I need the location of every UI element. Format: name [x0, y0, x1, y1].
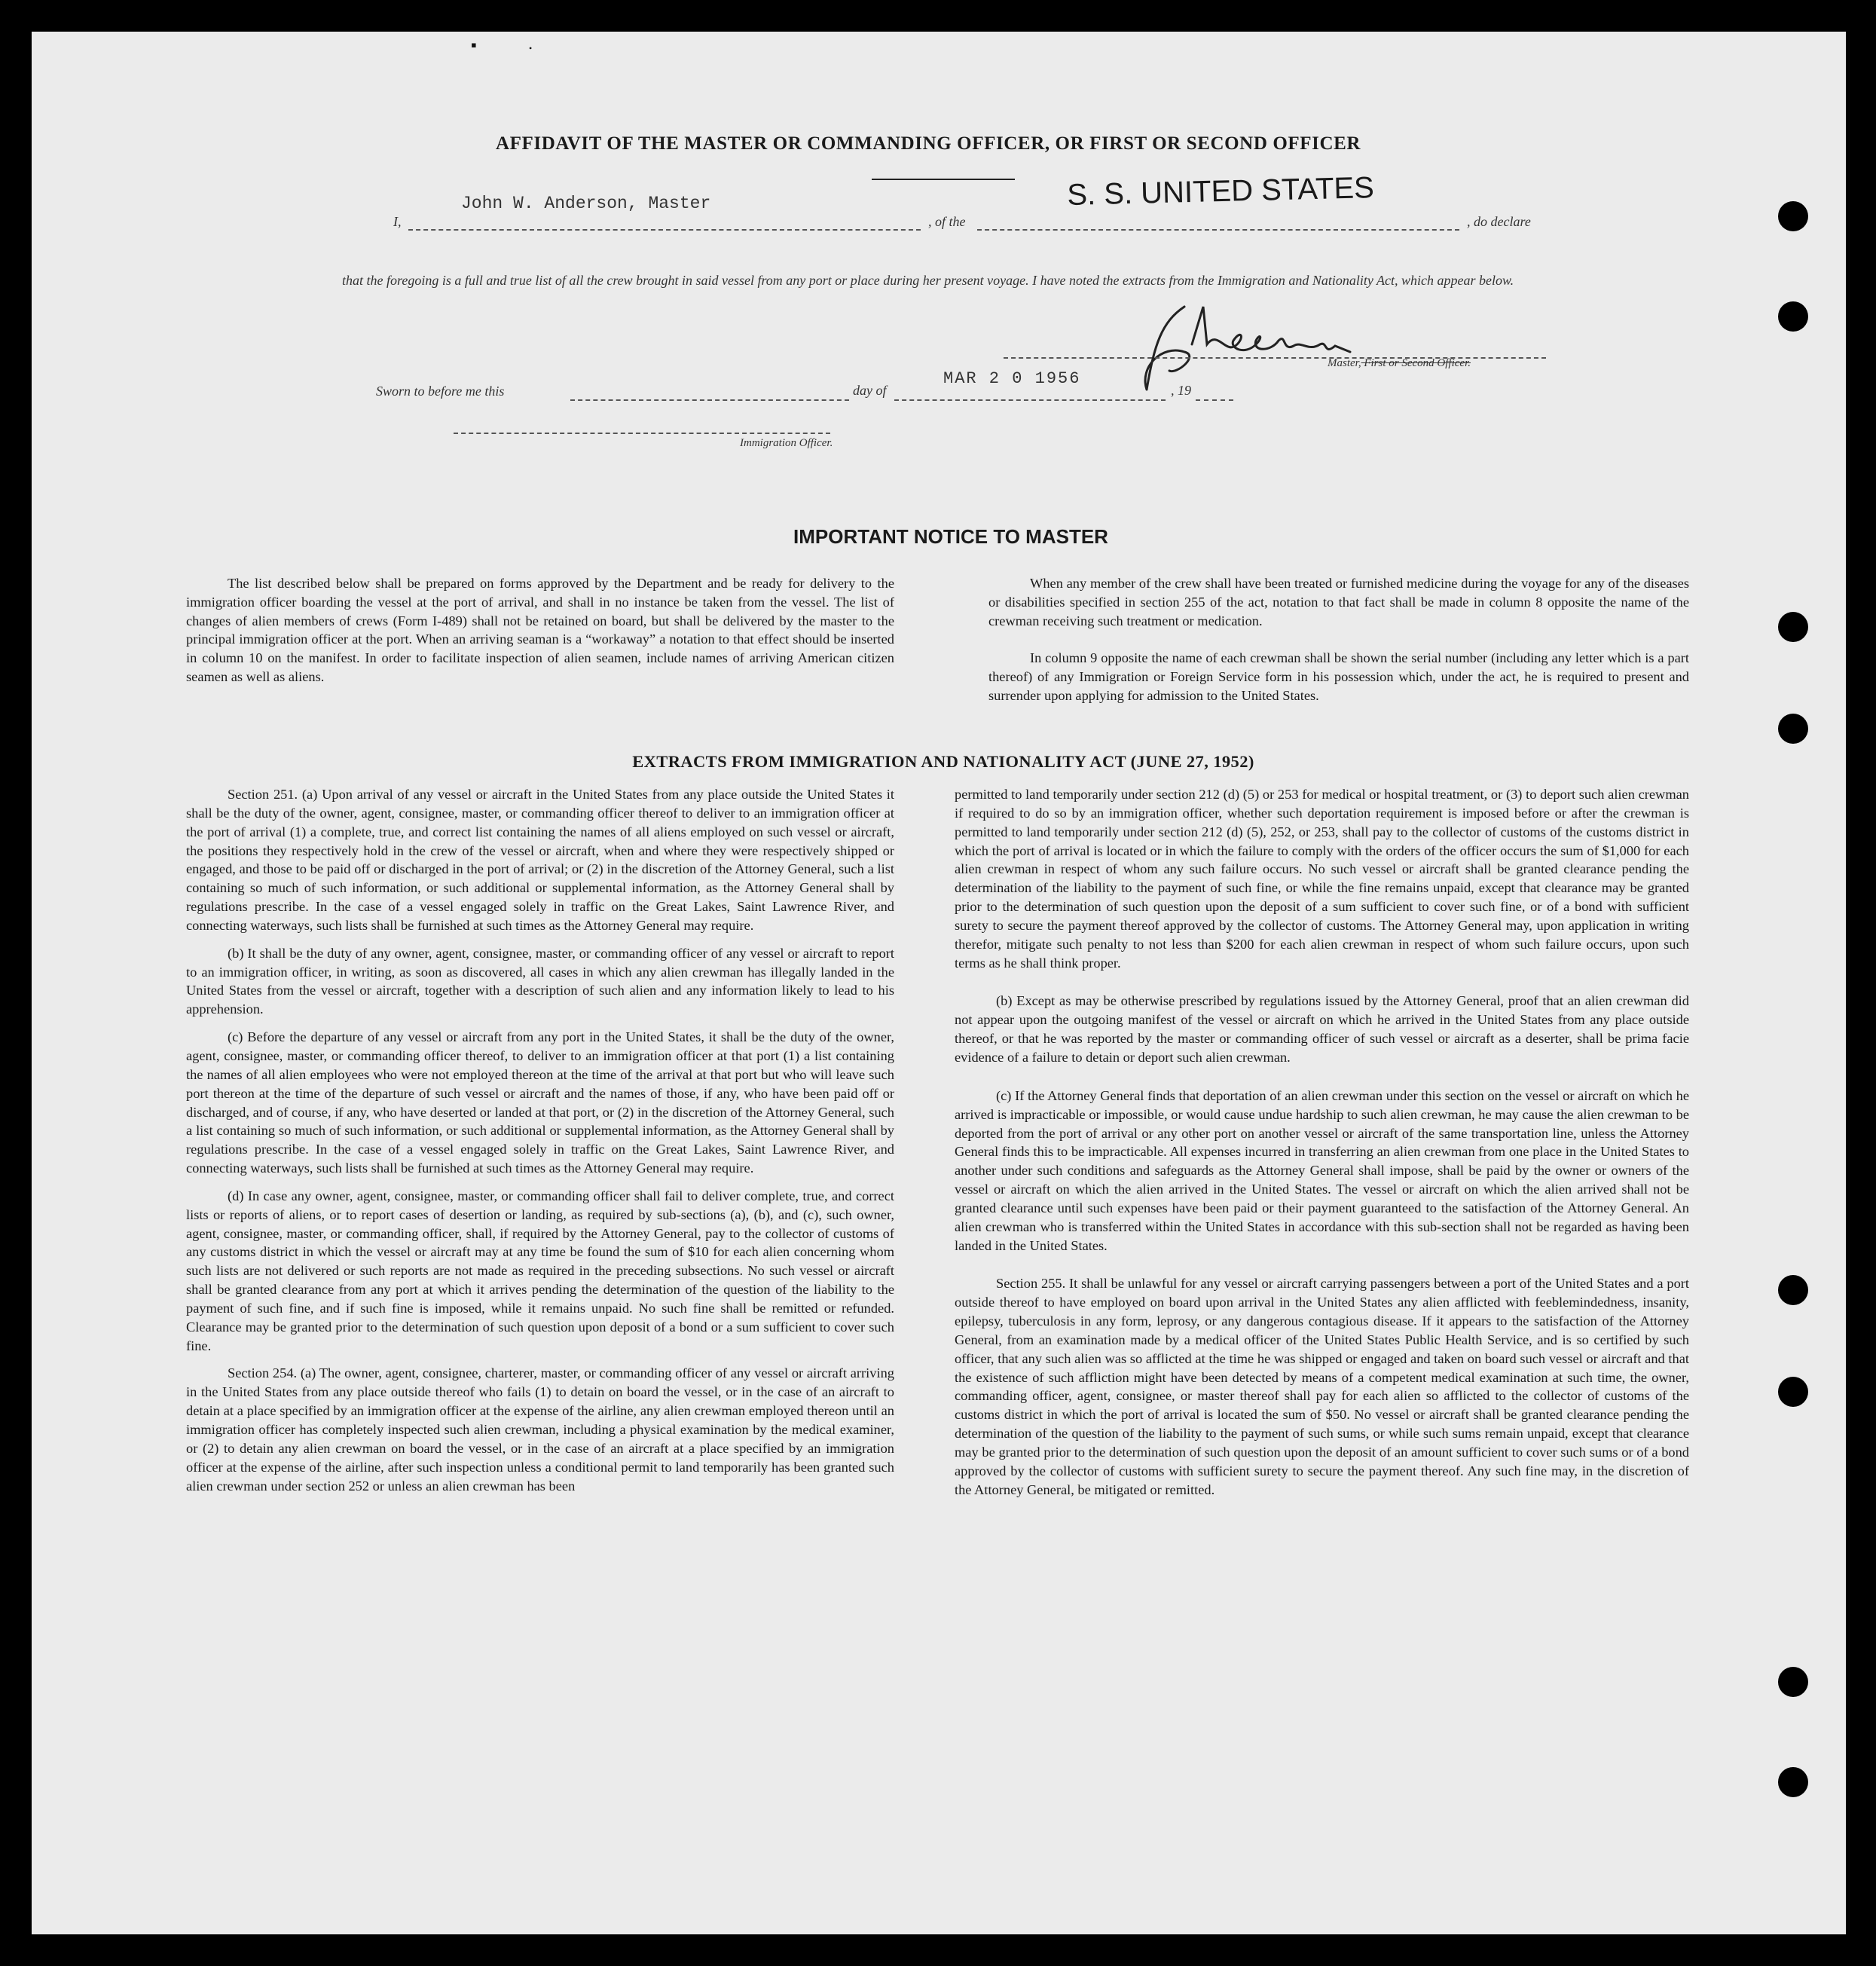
section-251-b: (b) It shall be the duty of any owner, agent, consignee, master, or commanding officer of any vessel or aircraft to report to an immigration officer, in writing, as soon as discovered, all cases in which any alien crewman has illegally landed in the United States from the vessel or aircraft, together with a description of such alien and any information likely to lead to his apprehension.: [186, 945, 894, 1017]
officer-caption: Immigration Officer.: [740, 437, 833, 449]
document-page: [32, 32, 1846, 1934]
date-stamp: MAR 2 0 1956: [943, 369, 1081, 388]
section-251-a: Section 251. (a) Upon arrival of any vessel or aircraft in the United States from any place outside the United States it shall be the duty of the owner, agent, consignee, master, or commanding officer thereof to deliver to an immigration officer at the port of arrival (1) a complete, true, and correct list containing the names of all aliens employed on such vessel or aircraft, the positions they respectively hold in the crew of the vessel or aircraft, when and where they were respectively shipped or engaged, and those to be paid off or discharged in the port of arrival; or (2) in the discretion of the Attorney General, such a list containing so much of such information, or such additional or supplemental information, as the Attorney General shall by regulations prescribe. In the case of a vessel engaged solely in traffic on the Great Lakes, Saint Lawrence River, and connecting waterways, such lists shall be furnished at such times as the Attorney General may require.: [186, 787, 894, 933]
of-the-label: , of the: [928, 214, 966, 229]
section-255: Section 255. It shall be unlawful for any vessel or aircraft carrying passengers between a port of the United States and a port outside thereof to have employed on board upon arrival in the United States any alien afflicted with feeblemindedness, insanity, epilepsy, tuberculosis in any form, leprosy, or any dangerous contagious disease. If it appears to the satisfaction of the Attorney General, from an examination made by a medical officer of the United States Public Health Service, and is so certified by such officer, that any such alien was so afflicted at the time he was shipped or engaged and taken on board such vessel or aircraft and that the existence of such affliction might have been detected by means of a competent medical examination at such time, the owner, commanding officer, agent, consignee, or master thereof shall pay for each alien so afflicted to the collector of customs of the customs district in which the port of arrival is located the sum of $50. No vessel or aircraft shall be granted clearance pending the determination of the question of the liability to the payment of such sums, or while such sums remain unpaid, except that clearance may be granted prior to the determination of such question upon the deposit of an amount sufficient to cover such sums or of a bond approved by the collector of customs with sufficient surety to secure the payment thereof. Any such fine may, in the discretion of the Attorney General, be mitigated or remitted.: [955, 1276, 1689, 1497]
extracts-right-column: [955, 785, 1689, 1500]
title-rule: [872, 179, 1015, 180]
section-254-a: Section 254. (a) The owner, agent, consignee, charterer, master, or commanding officer of any vessel or aircraft arriving in the United States from any place outside thereof who fails (1) to detain on board the vessel, or in the case of an aircraft to detain at a place specified by an immigration officer at the expense of the airline, any alien crewman employed thereon until an immigration officer has completely inspected such alien crewman, including a physical examination by the medical examiner, or (2) to detain any alien crewman on board the vessel, or in the case of an aircraft at a place specified by an immigration officer at the expense of the airline, after such inspection unless a conditional permit to land temporarily has been granted such alien crewman under section 252 or unless an alien crewman has been: [186, 1365, 894, 1494]
month-line: [894, 399, 1166, 401]
master-signature: [1132, 299, 1358, 397]
declaration-text: that the foregoing is a full and true list of all the crew brought in said vessel from any port or place during her present voyage. I have noted the extracts from the Immigration and Nationality Act, which appear below.: [342, 273, 1514, 288]
punch-hole: [1778, 1377, 1808, 1407]
year-label: , 19: [1171, 383, 1191, 398]
day-of-label: day of: [853, 383, 887, 398]
punch-hole: [1778, 301, 1808, 332]
extracts-title: EXTRACTS FROM IMMIGRATION AND NATIONALITY ACT (JUNE 27, 1952): [632, 752, 1254, 771]
notice-right-paragraph: In column 9 opposite the name of each crewman shall be shown the serial number (including any letter which is a part thereof) of any Immigration or Foreign Service form in his possession which, under the act, he is required to present and surrender upon applying for admission to the United States.: [988, 650, 1689, 703]
section-254-c: (c) If the Attorney General finds that deportation of an alien crewman under this section on the vessel or aircraft on which he arrived is impracticable or impossible, or would cause undue hardship to such alien crewman, he may cause the alien crewman to be deported from the port of arrival or any other port on another vessel or aircraft of the same transportation line, unless the Attorney General finds this to be impracticable. All expenses incurred in transferring an alien crewman from one place in the United States to another under such conditions and safeguards as the Attorney General shall impose, shall be paid by the owner or owners of the vessel or aircraft on which the alien arrived in the United States. The vessel or aircraft on which the alien arrived shall not be granted clearance until such expenses have been paid or their payment guaranteed to the satisfaction of the Attorney General. An alien crewman who is transferred within the United States in accordance with this sub-section shall not be regarded as having been landed in the United States.: [955, 1087, 1689, 1253]
officer-line: [454, 433, 830, 434]
signature-caption: Master, First or Second Officer.: [1328, 357, 1471, 369]
section-251-d: (d) In case any owner, agent, consignee, master, or commanding officer shall fail to deliver complete, true, and correct lists or reports of aliens, or to report cases of desertion or landing, as required by sub-sections (a), (b), and (c), such owner, agent, consignee, master, or commanding officer, shall, if required by the Attorney General, pay to the collector of customs of any customs district in which the vessel or aircraft may at any time be found the sum of $10 for each alien concerning whom such lists are not delivered or such reports are not made as required in the preceding subsections. No such vessel or aircraft shall be granted clearance from any port at which it arrives pending the determination of the question of the liability to the payment of such fine, and if such fine is imposed, while it remains unpaid. No such fine shall be remitted or refunded. Clearance may be granted prior to the determination of such question upon deposit of a bond or a sum sufficient to cover such fine.: [186, 1188, 894, 1353]
punch-hole: [1778, 714, 1808, 744]
notice-title: IMPORTANT NOTICE TO MASTER: [793, 525, 1108, 548]
vessel-line: [977, 229, 1459, 231]
declarant-label: I,: [393, 214, 402, 229]
section-254-b: (b) Except as may be otherwise prescribed by regulations issued by the Attorney General, proof that an alien crewman did not appear upon the outgoing manifest of the vessel or aircraft on which he arrived in the United States from any place outside thereof, or that he was reported by the master or commanding officer of such vessel or aircraft as a deserter, shall be prima facie evidence of a failure to detain or deport such alien crewman.: [955, 993, 1689, 1065]
scan-speck: ▪: [471, 35, 477, 54]
master-name: John W. Anderson, Master: [461, 194, 711, 213]
section-254-a-continued: permitted to land temporarily under section 212 (d) (5) or 253 for medical or hospital treatment, or (3) to deport such alien crewman if required to do so by an immigration officer, whether such deportation requirement is imposed before or after the crewman is permitted to land temporarily under section 212 (d) (5), 252, or 253, shall pay to the collector of customs of the customs district in which the port of arrival is located or in which the failure to comply with the orders of the officer occurs the sum of $1,000 for each alien crewman in respect of whom any such failure occurs. No such vessel or aircraft shall be granted clearance pending the determination of the liability to the payment of such fine, or while the fine remains unpaid, except that clearance may be granted prior to the determination of such question upon the deposit of a sum sufficient to cover such fine, or of a bond with sufficient surety to secure the payment thereof approved by the collector of customs. The Attorney General may, upon application in writing therefor, mitigate such penalty to not less than $200 for each alien crewman in respect of whom such failure occurs, upon such terms as he shall think proper.: [955, 787, 1689, 971]
punch-hole: [1778, 612, 1808, 642]
punch-hole: [1778, 1667, 1808, 1697]
sworn-label: Sworn to before me this: [376, 384, 505, 399]
section-251-c: (c) Before the departure of any vessel or aircraft from any port in the United States, it shall be the duty of the owner, agent, consignee, master, or commanding officer thereof, to deliver to an immigration officer at that port (1) a list containing the names of all alien employees who were not employed thereon at the time of the arrival at that port but who will leave such port thereon at the time of the departure of such vessel or aircraft and the names of those, if any, who have been paid off or discharged, and of course, if any, who have deserted or landed at that port, or (2) in the discretion of the Attorney General, such a list containing so much of such information, or such additional or supplemental information, as the Attorney General shall by regulations prescribe. In the case of a vessel engaged solely in traffic on the Great Lakes, Saint Lawrence River, and connecting waterways, such lists shall be furnished at such times as the Attorney General may require.: [186, 1029, 894, 1176]
year-line: [1196, 399, 1233, 401]
vessel-name-stamp: S. S. UNITED STATES: [1066, 171, 1375, 212]
notice-right-paragraph: When any member of the crew shall have been treated or furnished medicine during the voyage for any of the diseases or disabilities specified in section 255 of the act, notation to that fact shall be made in column 8 opposite the name of the crewman receiving such treatment or medication.: [988, 576, 1689, 628]
punch-hole: [1778, 1767, 1808, 1797]
name-line: [408, 229, 921, 231]
scan-speck: •: [529, 43, 533, 54]
punch-hole: [1778, 201, 1808, 231]
do-declare-label: , do declare: [1467, 214, 1531, 229]
notice-left-paragraph: The list described below shall be prepared on forms approved by the Department and be ready for delivery to the immigration officer boarding the vessel at the port of arrival, and shall in no instance be taken from the vessel. The list of changes of alien members of crews (Form I-489) shall not be retained on board, but shall be delivered by the master to the principal immigration officer at the port. When an arriving seaman is a “workaway” a notation to that effect should be inserted in column 10 on the manifest. In order to facilitate inspection of alien seamen, include names of arriving American citizen seamen as well as aliens.: [186, 576, 894, 684]
punch-hole: [1778, 1275, 1808, 1305]
day-line: [570, 399, 849, 401]
extracts-left-column: [186, 785, 894, 1495]
affidavit-title: AFFIDAVIT OF THE MASTER OR COMMANDING OFFICER, OR FIRST OR SECOND OFFICER: [495, 133, 1361, 154]
